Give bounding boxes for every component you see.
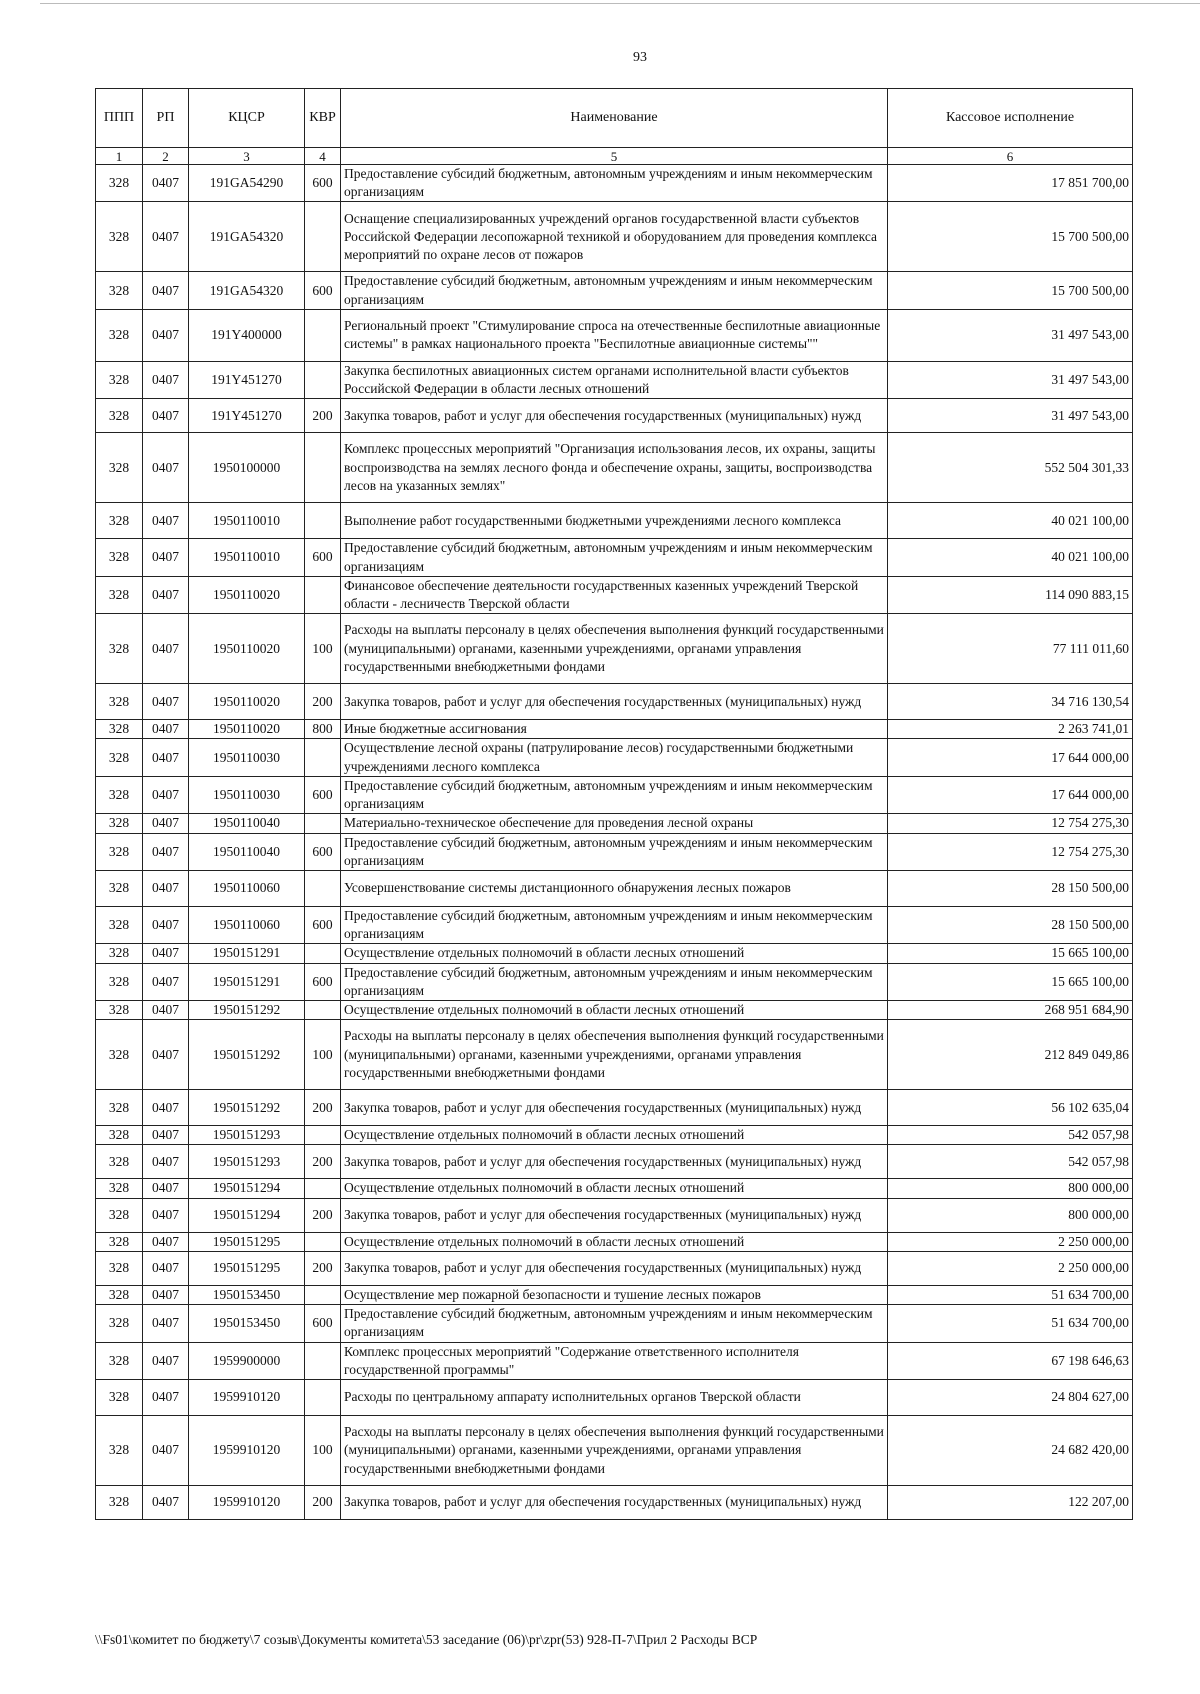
cell-kcsr: 1950151292 xyxy=(189,1001,305,1020)
cell-name: Предоставление субсидий бюджетным, автономным учреждениям и иным некоммерческим организациям xyxy=(341,963,888,1000)
cell-name: Выполнение работ государственными бюджетными учреждениями лесного комплекса xyxy=(341,503,888,539)
cell-kvr xyxy=(305,1232,341,1251)
cell-name: Осуществление отдельных полномочий в области лесных отношений xyxy=(341,944,888,963)
table-row xyxy=(96,833,1133,870)
cell-ppp: 328 xyxy=(96,1251,143,1285)
cell-rp: 0407 xyxy=(143,684,189,720)
cell-kcsr: 1950100000 xyxy=(189,433,305,503)
cell-amount: 552 504 301,33 xyxy=(888,433,1133,503)
cell-ppp: 328 xyxy=(96,1342,143,1379)
cell-kvr: 600 xyxy=(305,906,341,943)
cell-name: Осуществление отдельных полномочий в области лесных отношений xyxy=(341,1126,888,1145)
top-border-line xyxy=(40,3,1200,4)
cell-ppp: 328 xyxy=(96,1145,143,1179)
cell-kcsr: 1950151292 xyxy=(189,1020,305,1090)
cell-kcsr: 1950151292 xyxy=(189,1090,305,1126)
cell-kvr: 200 xyxy=(305,684,341,720)
table-row xyxy=(96,739,1133,776)
cell-kcsr: 1950110020 xyxy=(189,684,305,720)
cell-name: Усовершенствование системы дистанционного обнаружения лесных пожаров xyxy=(341,870,888,906)
cell-kvr: 600 xyxy=(305,833,341,870)
cell-amount: 34 716 130,54 xyxy=(888,684,1133,720)
table-row xyxy=(96,906,1133,943)
table-row xyxy=(96,1179,1133,1198)
cell-kcsr: 191Y451270 xyxy=(189,361,305,398)
cell-ppp: 328 xyxy=(96,1232,143,1251)
cell-amount: 17 644 000,00 xyxy=(888,776,1133,813)
cell-ppp: 328 xyxy=(96,739,143,776)
cell-ppp: 328 xyxy=(96,309,143,361)
cell-rp: 0407 xyxy=(143,1198,189,1232)
cell-rp: 0407 xyxy=(143,1179,189,1198)
cell-kcsr: 1950151295 xyxy=(189,1251,305,1285)
cell-amount: 15 700 500,00 xyxy=(888,202,1133,272)
cell-kcsr: 1950110030 xyxy=(189,776,305,813)
cell-kcsr: 1959900000 xyxy=(189,1342,305,1379)
table-row xyxy=(96,1342,1133,1379)
cell-amount: 17 851 700,00 xyxy=(888,165,1133,202)
cell-kvr: 600 xyxy=(305,539,341,576)
table-row xyxy=(96,1198,1133,1232)
cell-rp: 0407 xyxy=(143,503,189,539)
cell-kcsr: 1950151291 xyxy=(189,944,305,963)
cell-ppp: 328 xyxy=(96,202,143,272)
cell-ppp: 328 xyxy=(96,1179,143,1198)
table-row xyxy=(96,776,1133,813)
column-number: 4 xyxy=(305,148,341,165)
cell-amount: 12 754 275,30 xyxy=(888,814,1133,833)
cell-kvr: 200 xyxy=(305,1251,341,1285)
table-row xyxy=(96,576,1133,613)
cell-ppp: 328 xyxy=(96,1486,143,1520)
cell-amount: 15 700 500,00 xyxy=(888,272,1133,309)
cell-amount: 40 021 100,00 xyxy=(888,503,1133,539)
cell-rp: 0407 xyxy=(143,1486,189,1520)
cell-rp: 0407 xyxy=(143,614,189,684)
cell-kcsr: 1950110010 xyxy=(189,503,305,539)
cell-name: Осуществление отдельных полномочий в области лесных отношений xyxy=(341,1001,888,1020)
cell-rp: 0407 xyxy=(143,1232,189,1251)
header-rp: РП xyxy=(143,89,189,148)
cell-name: Предоставление субсидий бюджетным, автономным учреждениям и иным некоммерческим организациям xyxy=(341,906,888,943)
cell-rp: 0407 xyxy=(143,814,189,833)
cell-rp: 0407 xyxy=(143,539,189,576)
column-number-row xyxy=(96,148,1133,165)
cell-kvr: 100 xyxy=(305,1416,341,1486)
cell-name: Предоставление субсидий бюджетным, автономным учреждениям и иным некоммерческим организациям xyxy=(341,272,888,309)
cell-kvr xyxy=(305,1179,341,1198)
cell-ppp: 328 xyxy=(96,833,143,870)
cell-kcsr: 1950110020 xyxy=(189,720,305,739)
cell-amount: 2 250 000,00 xyxy=(888,1251,1133,1285)
cell-kcsr: 1959910120 xyxy=(189,1486,305,1520)
table-row xyxy=(96,814,1133,833)
cell-kcsr: 1950110020 xyxy=(189,614,305,684)
cell-rp: 0407 xyxy=(143,833,189,870)
cell-ppp: 328 xyxy=(96,684,143,720)
table-row xyxy=(96,399,1133,433)
cell-name: Предоставление субсидий бюджетным, автономным учреждениям и иным некоммерческим организациям xyxy=(341,1305,888,1342)
cell-kvr xyxy=(305,309,341,361)
cell-amount: 24 804 627,00 xyxy=(888,1380,1133,1416)
cell-rp: 0407 xyxy=(143,433,189,503)
cell-kcsr: 1959910120 xyxy=(189,1416,305,1486)
cell-name: Закупка товаров, работ и услуг для обеспечения государственных (муниципальных) нужд xyxy=(341,684,888,720)
cell-kvr xyxy=(305,870,341,906)
cell-name: Региональный проект "Стимулирование спроса на отечественные беспилотные авиационные системы" в рамках национального проекта "Беспилотные авиационные системы"" xyxy=(341,309,888,361)
cell-kcsr: 1950151291 xyxy=(189,963,305,1000)
cell-kcsr: 1950110030 xyxy=(189,739,305,776)
cell-kcsr: 1950151294 xyxy=(189,1198,305,1232)
cell-kvr: 600 xyxy=(305,776,341,813)
cell-ppp: 328 xyxy=(96,399,143,433)
column-number: 6 xyxy=(888,148,1133,165)
cell-kcsr: 1950110010 xyxy=(189,539,305,576)
cell-ppp: 328 xyxy=(96,433,143,503)
cell-rp: 0407 xyxy=(143,739,189,776)
cell-rp: 0407 xyxy=(143,399,189,433)
cell-kcsr: 191GA54320 xyxy=(189,272,305,309)
column-number: 1 xyxy=(96,148,143,165)
cell-kvr xyxy=(305,361,341,398)
table-row xyxy=(96,202,1133,272)
budget-table xyxy=(95,88,1133,1520)
table-row xyxy=(96,1020,1133,1090)
cell-kcsr: 191GA54290 xyxy=(189,165,305,202)
cell-ppp: 328 xyxy=(96,576,143,613)
table-row xyxy=(96,1090,1133,1126)
table-row xyxy=(96,165,1133,202)
cell-amount: 212 849 049,86 xyxy=(888,1020,1133,1090)
cell-name: Расходы на выплаты персоналу в целях обеспечения выполнения функций государственными (муниципальными) органами, казенными учреждениями, органами управления государственными внебюджетными фондами xyxy=(341,1020,888,1090)
table-row xyxy=(96,1232,1133,1251)
table-row xyxy=(96,309,1133,361)
cell-kvr xyxy=(305,1285,341,1304)
cell-rp: 0407 xyxy=(143,944,189,963)
cell-kvr xyxy=(305,1126,341,1145)
cell-name: Осуществление отдельных полномочий в области лесных отношений xyxy=(341,1179,888,1198)
footer-file-path: \\Fs01\комитет по бюджету\7 созыв\Документы комитета\53 заседание (06)\pr\zpr(53) 928-П-7\Прил 2 Расходы ВСР xyxy=(95,1632,758,1647)
table-row xyxy=(96,272,1133,309)
cell-kvr xyxy=(305,739,341,776)
cell-kcsr: 1950153450 xyxy=(189,1305,305,1342)
table-row xyxy=(96,539,1133,576)
cell-rp: 0407 xyxy=(143,202,189,272)
cell-rp: 0407 xyxy=(143,1285,189,1304)
cell-kcsr: 1950151293 xyxy=(189,1145,305,1179)
table-row xyxy=(96,1145,1133,1179)
cell-kcsr: 1950151293 xyxy=(189,1126,305,1145)
cell-rp: 0407 xyxy=(143,1145,189,1179)
cell-amount: 31 497 543,00 xyxy=(888,399,1133,433)
cell-ppp: 328 xyxy=(96,1198,143,1232)
table-row xyxy=(96,361,1133,398)
cell-name: Расходы на выплаты персоналу в целях обеспечения выполнения функций государственными (муниципальными) органами, казенными учреждениями, органами управления государственными внебюджетными фондами xyxy=(341,1416,888,1486)
cell-amount: 28 150 500,00 xyxy=(888,906,1133,943)
cell-amount: 114 090 883,15 xyxy=(888,576,1133,613)
cell-kvr xyxy=(305,202,341,272)
cell-rp: 0407 xyxy=(143,309,189,361)
cell-name: Закупка беспилотных авиационных систем органами исполнительной власти субъектов Российской Федерации в области лесных отношений xyxy=(341,361,888,398)
cell-ppp: 328 xyxy=(96,1305,143,1342)
cell-ppp: 328 xyxy=(96,1126,143,1145)
cell-kvr: 100 xyxy=(305,1020,341,1090)
column-number: 3 xyxy=(189,148,305,165)
cell-rp: 0407 xyxy=(143,576,189,613)
cell-name: Предоставление субсидий бюджетным, автономным учреждениям и иным некоммерческим организациям xyxy=(341,165,888,202)
cell-name: Комплекс процессных мероприятий "Содержание ответственного исполнителя государственной программы" xyxy=(341,1342,888,1379)
cell-amount: 17 644 000,00 xyxy=(888,739,1133,776)
table-row xyxy=(96,1486,1133,1520)
cell-kcsr: 1950110060 xyxy=(189,870,305,906)
cell-name: Материально-техническое обеспечение для проведения лесной охраны xyxy=(341,814,888,833)
cell-rp: 0407 xyxy=(143,1090,189,1126)
cell-amount: 51 634 700,00 xyxy=(888,1305,1133,1342)
cell-rp: 0407 xyxy=(143,776,189,813)
cell-amount: 268 951 684,90 xyxy=(888,1001,1133,1020)
cell-ppp: 328 xyxy=(96,503,143,539)
table-row xyxy=(96,433,1133,503)
cell-ppp: 328 xyxy=(96,361,143,398)
table-row xyxy=(96,1380,1133,1416)
cell-ppp: 328 xyxy=(96,539,143,576)
cell-kcsr: 1950110020 xyxy=(189,576,305,613)
cell-kvr: 600 xyxy=(305,1305,341,1342)
cell-kcsr: 1950151294 xyxy=(189,1179,305,1198)
cell-amount: 28 150 500,00 xyxy=(888,870,1133,906)
cell-amount: 12 754 275,30 xyxy=(888,833,1133,870)
cell-name: Закупка товаров, работ и услуг для обеспечения государственных (муниципальных) нужд xyxy=(341,1486,888,1520)
cell-kvr: 200 xyxy=(305,1198,341,1232)
table-header-row xyxy=(96,89,1133,148)
cell-rp: 0407 xyxy=(143,1020,189,1090)
column-number: 2 xyxy=(143,148,189,165)
cell-ppp: 328 xyxy=(96,272,143,309)
column-number: 5 xyxy=(341,148,888,165)
cell-name: Закупка товаров, работ и услуг для обеспечения государственных (муниципальных) нужд xyxy=(341,399,888,433)
cell-kvr xyxy=(305,814,341,833)
cell-ppp: 328 xyxy=(96,1285,143,1304)
table-row xyxy=(96,1251,1133,1285)
cell-kvr xyxy=(305,576,341,613)
cell-amount: 122 207,00 xyxy=(888,1486,1133,1520)
cell-kvr: 600 xyxy=(305,272,341,309)
cell-kcsr: 1950153450 xyxy=(189,1285,305,1304)
cell-kcsr: 1959910120 xyxy=(189,1380,305,1416)
cell-kvr: 800 xyxy=(305,720,341,739)
table-row xyxy=(96,944,1133,963)
cell-name: Комплекс процессных мероприятий "Организация использования лесов, их охраны, защиты воспроизводства на землях лесного фонда и обеспечение охраны, защиты, воспроизводства лесов на указанных землях" xyxy=(341,433,888,503)
cell-amount: 67 198 646,63 xyxy=(888,1342,1133,1379)
cell-amount: 15 665 100,00 xyxy=(888,963,1133,1000)
cell-kcsr: 1950110040 xyxy=(189,833,305,870)
cell-kvr: 200 xyxy=(305,1090,341,1126)
cell-ppp: 328 xyxy=(96,906,143,943)
cell-ppp: 328 xyxy=(96,814,143,833)
cell-ppp: 328 xyxy=(96,720,143,739)
cell-amount: 31 497 543,00 xyxy=(888,361,1133,398)
cell-rp: 0407 xyxy=(143,1126,189,1145)
table-row xyxy=(96,1305,1133,1342)
cell-amount: 800 000,00 xyxy=(888,1179,1133,1198)
cell-ppp: 328 xyxy=(96,1020,143,1090)
cell-kvr xyxy=(305,1380,341,1416)
cell-kvr: 600 xyxy=(305,165,341,202)
table-row xyxy=(96,870,1133,906)
cell-name: Закупка товаров, работ и услуг для обеспечения государственных (муниципальных) нужд xyxy=(341,1145,888,1179)
table-row xyxy=(96,503,1133,539)
header-name: Наименование xyxy=(341,89,888,148)
cell-rp: 0407 xyxy=(143,1305,189,1342)
cell-rp: 0407 xyxy=(143,963,189,1000)
header-ppp: ППП xyxy=(96,89,143,148)
cell-kcsr: 191Y400000 xyxy=(189,309,305,361)
header-kcsr: КЦСР xyxy=(189,89,305,148)
cell-kcsr: 1950151295 xyxy=(189,1232,305,1251)
cell-rp: 0407 xyxy=(143,272,189,309)
cell-ppp: 328 xyxy=(96,1090,143,1126)
cell-kvr: 600 xyxy=(305,963,341,1000)
cell-rp: 0407 xyxy=(143,1342,189,1379)
cell-rp: 0407 xyxy=(143,1001,189,1020)
cell-rp: 0407 xyxy=(143,1416,189,1486)
cell-amount: 56 102 635,04 xyxy=(888,1090,1133,1126)
cell-name: Закупка товаров, работ и услуг для обеспечения государственных (муниципальных) нужд xyxy=(341,1251,888,1285)
cell-ppp: 328 xyxy=(96,776,143,813)
cell-amount: 2 263 741,01 xyxy=(888,720,1133,739)
cell-rp: 0407 xyxy=(143,720,189,739)
cell-ppp: 328 xyxy=(96,1001,143,1020)
cell-name: Закупка товаров, работ и услуг для обеспечения государственных (муниципальных) нужд xyxy=(341,1198,888,1232)
header-amount: Кассовое исполнение xyxy=(888,89,1133,148)
cell-name: Оснащение специализированных учреждений органов государственной власти субъектов Российской Федерации лесопожарной техникой и оборудованием для проведения комплекса мероприятий по охране лесов от пожаров xyxy=(341,202,888,272)
cell-ppp: 328 xyxy=(96,870,143,906)
cell-kcsr: 1950110040 xyxy=(189,814,305,833)
cell-rp: 0407 xyxy=(143,1380,189,1416)
cell-kvr xyxy=(305,1342,341,1379)
cell-kvr xyxy=(305,944,341,963)
cell-rp: 0407 xyxy=(143,165,189,202)
cell-name: Осуществление лесной охраны (патрулирование лесов) государственными бюджетными учреждениями лесного комплекса xyxy=(341,739,888,776)
cell-kcsr: 191GA54320 xyxy=(189,202,305,272)
cell-amount: 2 250 000,00 xyxy=(888,1232,1133,1251)
cell-name: Расходы по центральному аппарату исполнительных органов Тверской области xyxy=(341,1380,888,1416)
cell-amount: 51 634 700,00 xyxy=(888,1285,1133,1304)
cell-amount: 77 111 011,60 xyxy=(888,614,1133,684)
cell-name: Иные бюджетные ассигнования xyxy=(341,720,888,739)
cell-amount: 24 682 420,00 xyxy=(888,1416,1133,1486)
table-row xyxy=(96,1285,1133,1304)
table-row xyxy=(96,1001,1133,1020)
cell-ppp: 328 xyxy=(96,944,143,963)
cell-rp: 0407 xyxy=(143,361,189,398)
cell-kcsr: 191Y451270 xyxy=(189,399,305,433)
cell-name: Предоставление субсидий бюджетным, автономным учреждениям и иным некоммерческим организациям xyxy=(341,776,888,813)
cell-amount: 542 057,98 xyxy=(888,1126,1133,1145)
cell-ppp: 328 xyxy=(96,1380,143,1416)
cell-name: Предоставление субсидий бюджетным, автономным учреждениям и иным некоммерческим организациям xyxy=(341,833,888,870)
cell-name: Расходы на выплаты персоналу в целях обеспечения выполнения функций государственными (муниципальными) органами, казенными учреждениями, органами управления государственными внебюджетными фондами xyxy=(341,614,888,684)
cell-kcsr: 1950110060 xyxy=(189,906,305,943)
table-row xyxy=(96,614,1133,684)
cell-amount: 31 497 543,00 xyxy=(888,309,1133,361)
table-row xyxy=(96,1126,1133,1145)
cell-kvr xyxy=(305,503,341,539)
cell-rp: 0407 xyxy=(143,906,189,943)
cell-name: Осуществление мер пожарной безопасности и тушение лесных пожаров xyxy=(341,1285,888,1304)
cell-kvr: 100 xyxy=(305,614,341,684)
cell-kvr xyxy=(305,1001,341,1020)
table-row xyxy=(96,1416,1133,1486)
cell-name: Предоставление субсидий бюджетным, автономным учреждениям и иным некоммерческим организациям xyxy=(341,539,888,576)
cell-amount: 542 057,98 xyxy=(888,1145,1133,1179)
cell-rp: 0407 xyxy=(143,870,189,906)
cell-kvr: 200 xyxy=(305,1486,341,1520)
table-row xyxy=(96,684,1133,720)
table-row xyxy=(96,720,1133,739)
cell-name: Осуществление отдельных полномочий в области лесных отношений xyxy=(341,1232,888,1251)
cell-amount: 40 021 100,00 xyxy=(888,539,1133,576)
cell-name: Закупка товаров, работ и услуг для обеспечения государственных (муниципальных) нужд xyxy=(341,1090,888,1126)
page-number: 93 xyxy=(633,50,647,65)
cell-amount: 15 665 100,00 xyxy=(888,944,1133,963)
cell-kvr: 200 xyxy=(305,399,341,433)
cell-name: Финансовое обеспечение деятельности государственных казенных учреждений Тверской области - лесничеств Тверской области xyxy=(341,576,888,613)
header-kvr: КВР xyxy=(305,89,341,148)
cell-ppp: 328 xyxy=(96,963,143,1000)
cell-kvr xyxy=(305,433,341,503)
cell-ppp: 328 xyxy=(96,1416,143,1486)
table-row xyxy=(96,963,1133,1000)
cell-amount: 800 000,00 xyxy=(888,1198,1133,1232)
cell-rp: 0407 xyxy=(143,1251,189,1285)
cell-ppp: 328 xyxy=(96,614,143,684)
cell-kvr: 200 xyxy=(305,1145,341,1179)
cell-ppp: 328 xyxy=(96,165,143,202)
